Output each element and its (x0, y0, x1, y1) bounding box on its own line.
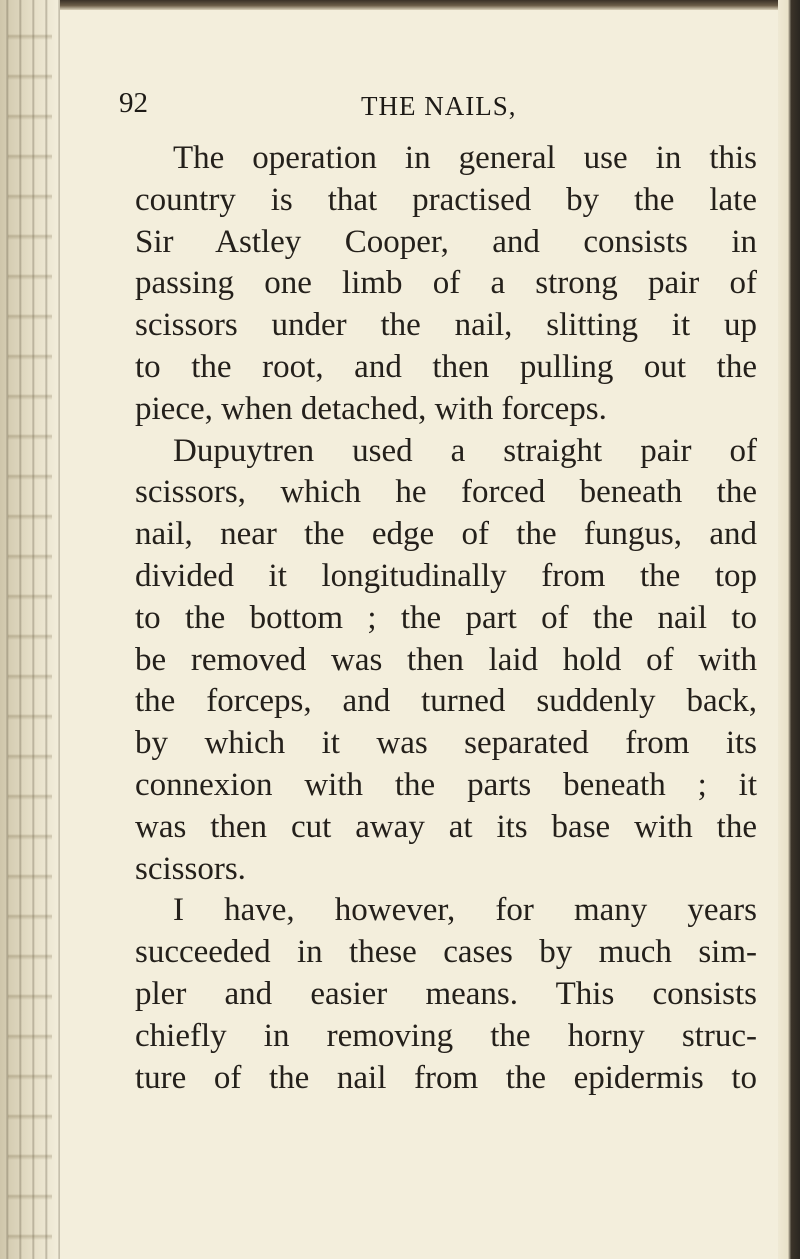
paragraph (135, 890, 757, 1099)
running-head: THE NAILS, (361, 91, 517, 121)
text-line: be removed was then laid hold of with (135, 641, 757, 678)
text-line: ture of the nail from the epidermis to (135, 1059, 757, 1096)
text-line: chiefly in removing the horny struc- (135, 1017, 757, 1054)
text-line: succeeded in these cases by much sim- (135, 934, 757, 971)
text-line: I have, however, for many years (173, 892, 757, 929)
text-line: connexion with the parts beneath ; it (135, 766, 757, 803)
text-line: divided it longitudinally from the top (135, 557, 757, 594)
text-line: Dupuytren used a straight pair of (173, 432, 757, 469)
book-gutter (0, 0, 60, 1259)
body-text (135, 138, 757, 1099)
text-line: by which it was separated from its (135, 725, 757, 762)
page-right-edge (778, 0, 800, 1259)
text-line: Sir Astley Cooper, and consists in (135, 223, 757, 260)
text-line: passing one limb of a strong pair of (135, 265, 757, 302)
paragraph (135, 431, 757, 891)
text-line: country is that practised by the late (135, 181, 757, 218)
text-line: piece, when detached, with forceps. (135, 390, 607, 427)
page-top-edge (0, 0, 800, 10)
page-number: 92 (119, 87, 148, 119)
text-line: scissors under the nail, slitting it up (135, 307, 757, 344)
text-line: was then cut away at its base with the (135, 808, 757, 845)
text-line: scissors. (135, 850, 246, 887)
text-line: pler and easier means. This consists (135, 975, 757, 1012)
text-line: the forceps, and turned suddenly back, (135, 683, 757, 720)
text-line: nail, near the edge of the fungus, and (135, 516, 757, 553)
text-line: scissors, which he forced beneath the (135, 474, 757, 511)
text-line: to the bottom ; the part of the nail to (135, 599, 757, 636)
page-header (119, 89, 759, 139)
text-line: The operation in general use in this (173, 140, 757, 176)
text-line: to the root, and then pulling out the (135, 348, 757, 385)
paragraph (135, 138, 757, 431)
